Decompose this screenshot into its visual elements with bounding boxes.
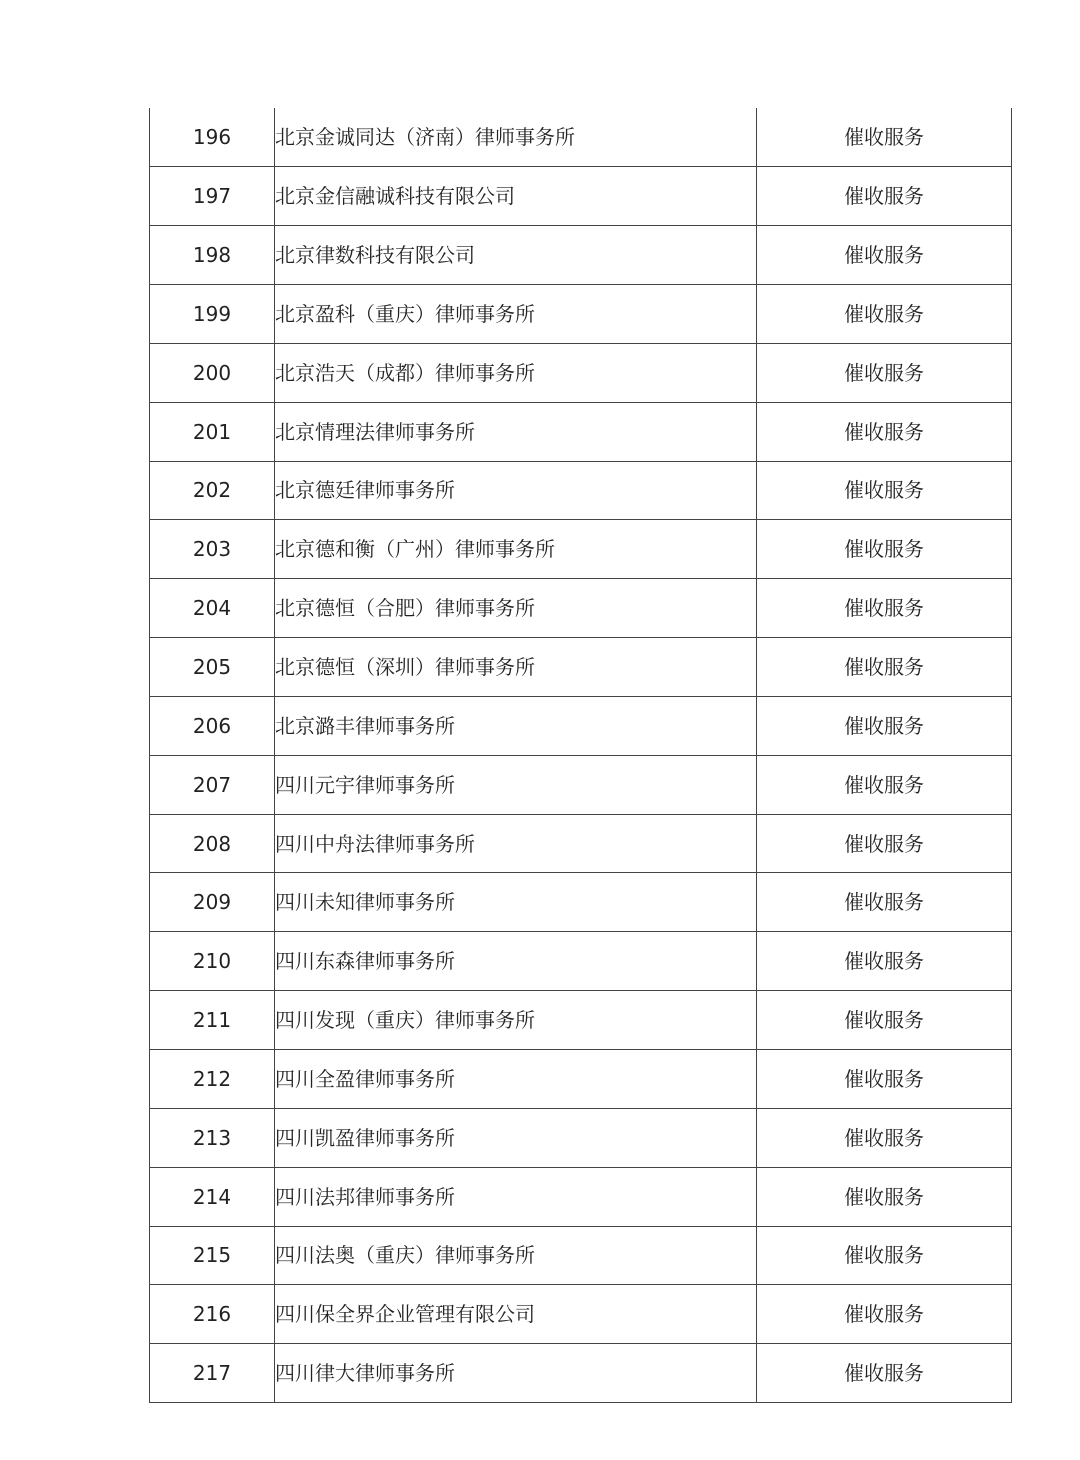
row-number: 200 bbox=[150, 343, 275, 402]
row-number: 208 bbox=[150, 814, 275, 873]
service-type: 催收服务 bbox=[757, 520, 1012, 579]
institution-name: 北京律数科技有限公司 bbox=[275, 226, 757, 285]
service-type: 催收服务 bbox=[757, 696, 1012, 755]
table-row bbox=[150, 226, 1012, 285]
table-row bbox=[150, 402, 1012, 461]
service-type: 催收服务 bbox=[757, 402, 1012, 461]
row-number: 205 bbox=[150, 638, 275, 697]
service-type: 催收服务 bbox=[757, 814, 1012, 873]
service-type: 催收服务 bbox=[757, 991, 1012, 1050]
table-row bbox=[150, 285, 1012, 344]
service-type: 催收服务 bbox=[757, 1050, 1012, 1109]
row-number: 207 bbox=[150, 755, 275, 814]
institution-name: 北京潞丰律师事务所 bbox=[275, 696, 757, 755]
table-row bbox=[150, 814, 1012, 873]
institution-name: 北京情理法律师事务所 bbox=[275, 402, 757, 461]
service-type: 催收服务 bbox=[757, 1108, 1012, 1167]
service-type: 催收服务 bbox=[757, 1285, 1012, 1344]
service-type: 催收服务 bbox=[757, 1226, 1012, 1285]
institution-name: 北京盈科（重庆）律师事务所 bbox=[275, 285, 757, 344]
table-row bbox=[150, 579, 1012, 638]
table-body bbox=[150, 108, 1012, 1403]
institution-name: 北京金诚同达（济南）律师事务所 bbox=[275, 108, 757, 167]
service-type: 催收服务 bbox=[757, 343, 1012, 402]
table-row bbox=[150, 873, 1012, 932]
table-row bbox=[150, 108, 1012, 167]
service-type: 催收服务 bbox=[757, 579, 1012, 638]
institution-name: 四川中舟法律师事务所 bbox=[275, 814, 757, 873]
institution-name: 北京德恒（合肥）律师事务所 bbox=[275, 579, 757, 638]
service-type: 催收服务 bbox=[757, 108, 1012, 167]
service-type: 催收服务 bbox=[757, 1344, 1012, 1403]
institution-name: 四川律大律师事务所 bbox=[275, 1344, 757, 1403]
institution-name: 四川东森律师事务所 bbox=[275, 932, 757, 991]
row-number: 213 bbox=[150, 1108, 275, 1167]
institution-name: 北京德廷律师事务所 bbox=[275, 461, 757, 520]
institution-name: 四川全盈律师事务所 bbox=[275, 1050, 757, 1109]
table-row bbox=[150, 343, 1012, 402]
row-number: 196 bbox=[150, 108, 275, 167]
institution-name: 北京德恒（深圳）律师事务所 bbox=[275, 638, 757, 697]
row-number: 202 bbox=[150, 461, 275, 520]
table-row bbox=[150, 461, 1012, 520]
row-number: 215 bbox=[150, 1226, 275, 1285]
service-type: 催收服务 bbox=[757, 285, 1012, 344]
table-row bbox=[150, 755, 1012, 814]
institution-name: 北京浩天（成都）律师事务所 bbox=[275, 343, 757, 402]
row-number: 216 bbox=[150, 1285, 275, 1344]
table-row bbox=[150, 932, 1012, 991]
service-type: 催收服务 bbox=[757, 932, 1012, 991]
institution-table bbox=[149, 108, 1012, 1403]
row-number: 211 bbox=[150, 991, 275, 1050]
row-number: 217 bbox=[150, 1344, 275, 1403]
table-row bbox=[150, 696, 1012, 755]
table-row bbox=[150, 1108, 1012, 1167]
institution-name: 北京德和衡（广州）律师事务所 bbox=[275, 520, 757, 579]
institution-name: 北京金信融诚科技有限公司 bbox=[275, 167, 757, 226]
institution-name: 四川元宇律师事务所 bbox=[275, 755, 757, 814]
service-type: 催收服务 bbox=[757, 638, 1012, 697]
row-number: 198 bbox=[150, 226, 275, 285]
table-row bbox=[150, 1285, 1012, 1344]
institution-name: 四川未知律师事务所 bbox=[275, 873, 757, 932]
table-row bbox=[150, 1226, 1012, 1285]
row-number: 201 bbox=[150, 402, 275, 461]
service-type: 催收服务 bbox=[757, 226, 1012, 285]
row-number: 214 bbox=[150, 1167, 275, 1226]
service-type: 催收服务 bbox=[757, 1167, 1012, 1226]
row-number: 210 bbox=[150, 932, 275, 991]
row-number: 209 bbox=[150, 873, 275, 932]
row-number: 206 bbox=[150, 696, 275, 755]
row-number: 197 bbox=[150, 167, 275, 226]
table-row bbox=[150, 991, 1012, 1050]
service-type: 催收服务 bbox=[757, 755, 1012, 814]
table-row bbox=[150, 520, 1012, 579]
table-row bbox=[150, 1167, 1012, 1226]
table-row bbox=[150, 638, 1012, 697]
institution-name: 四川保全界企业管理有限公司 bbox=[275, 1285, 757, 1344]
row-number: 212 bbox=[150, 1050, 275, 1109]
service-type: 催收服务 bbox=[757, 167, 1012, 226]
table-row bbox=[150, 167, 1012, 226]
institution-name: 四川凯盈律师事务所 bbox=[275, 1108, 757, 1167]
row-number: 199 bbox=[150, 285, 275, 344]
institution-name: 四川法邦律师事务所 bbox=[275, 1167, 757, 1226]
table-row bbox=[150, 1344, 1012, 1403]
service-type: 催收服务 bbox=[757, 873, 1012, 932]
row-number: 204 bbox=[150, 579, 275, 638]
table-row bbox=[150, 1050, 1012, 1109]
institution-name: 四川发现（重庆）律师事务所 bbox=[275, 991, 757, 1050]
institution-name: 四川法奥（重庆）律师事务所 bbox=[275, 1226, 757, 1285]
service-type: 催收服务 bbox=[757, 461, 1012, 520]
row-number: 203 bbox=[150, 520, 275, 579]
